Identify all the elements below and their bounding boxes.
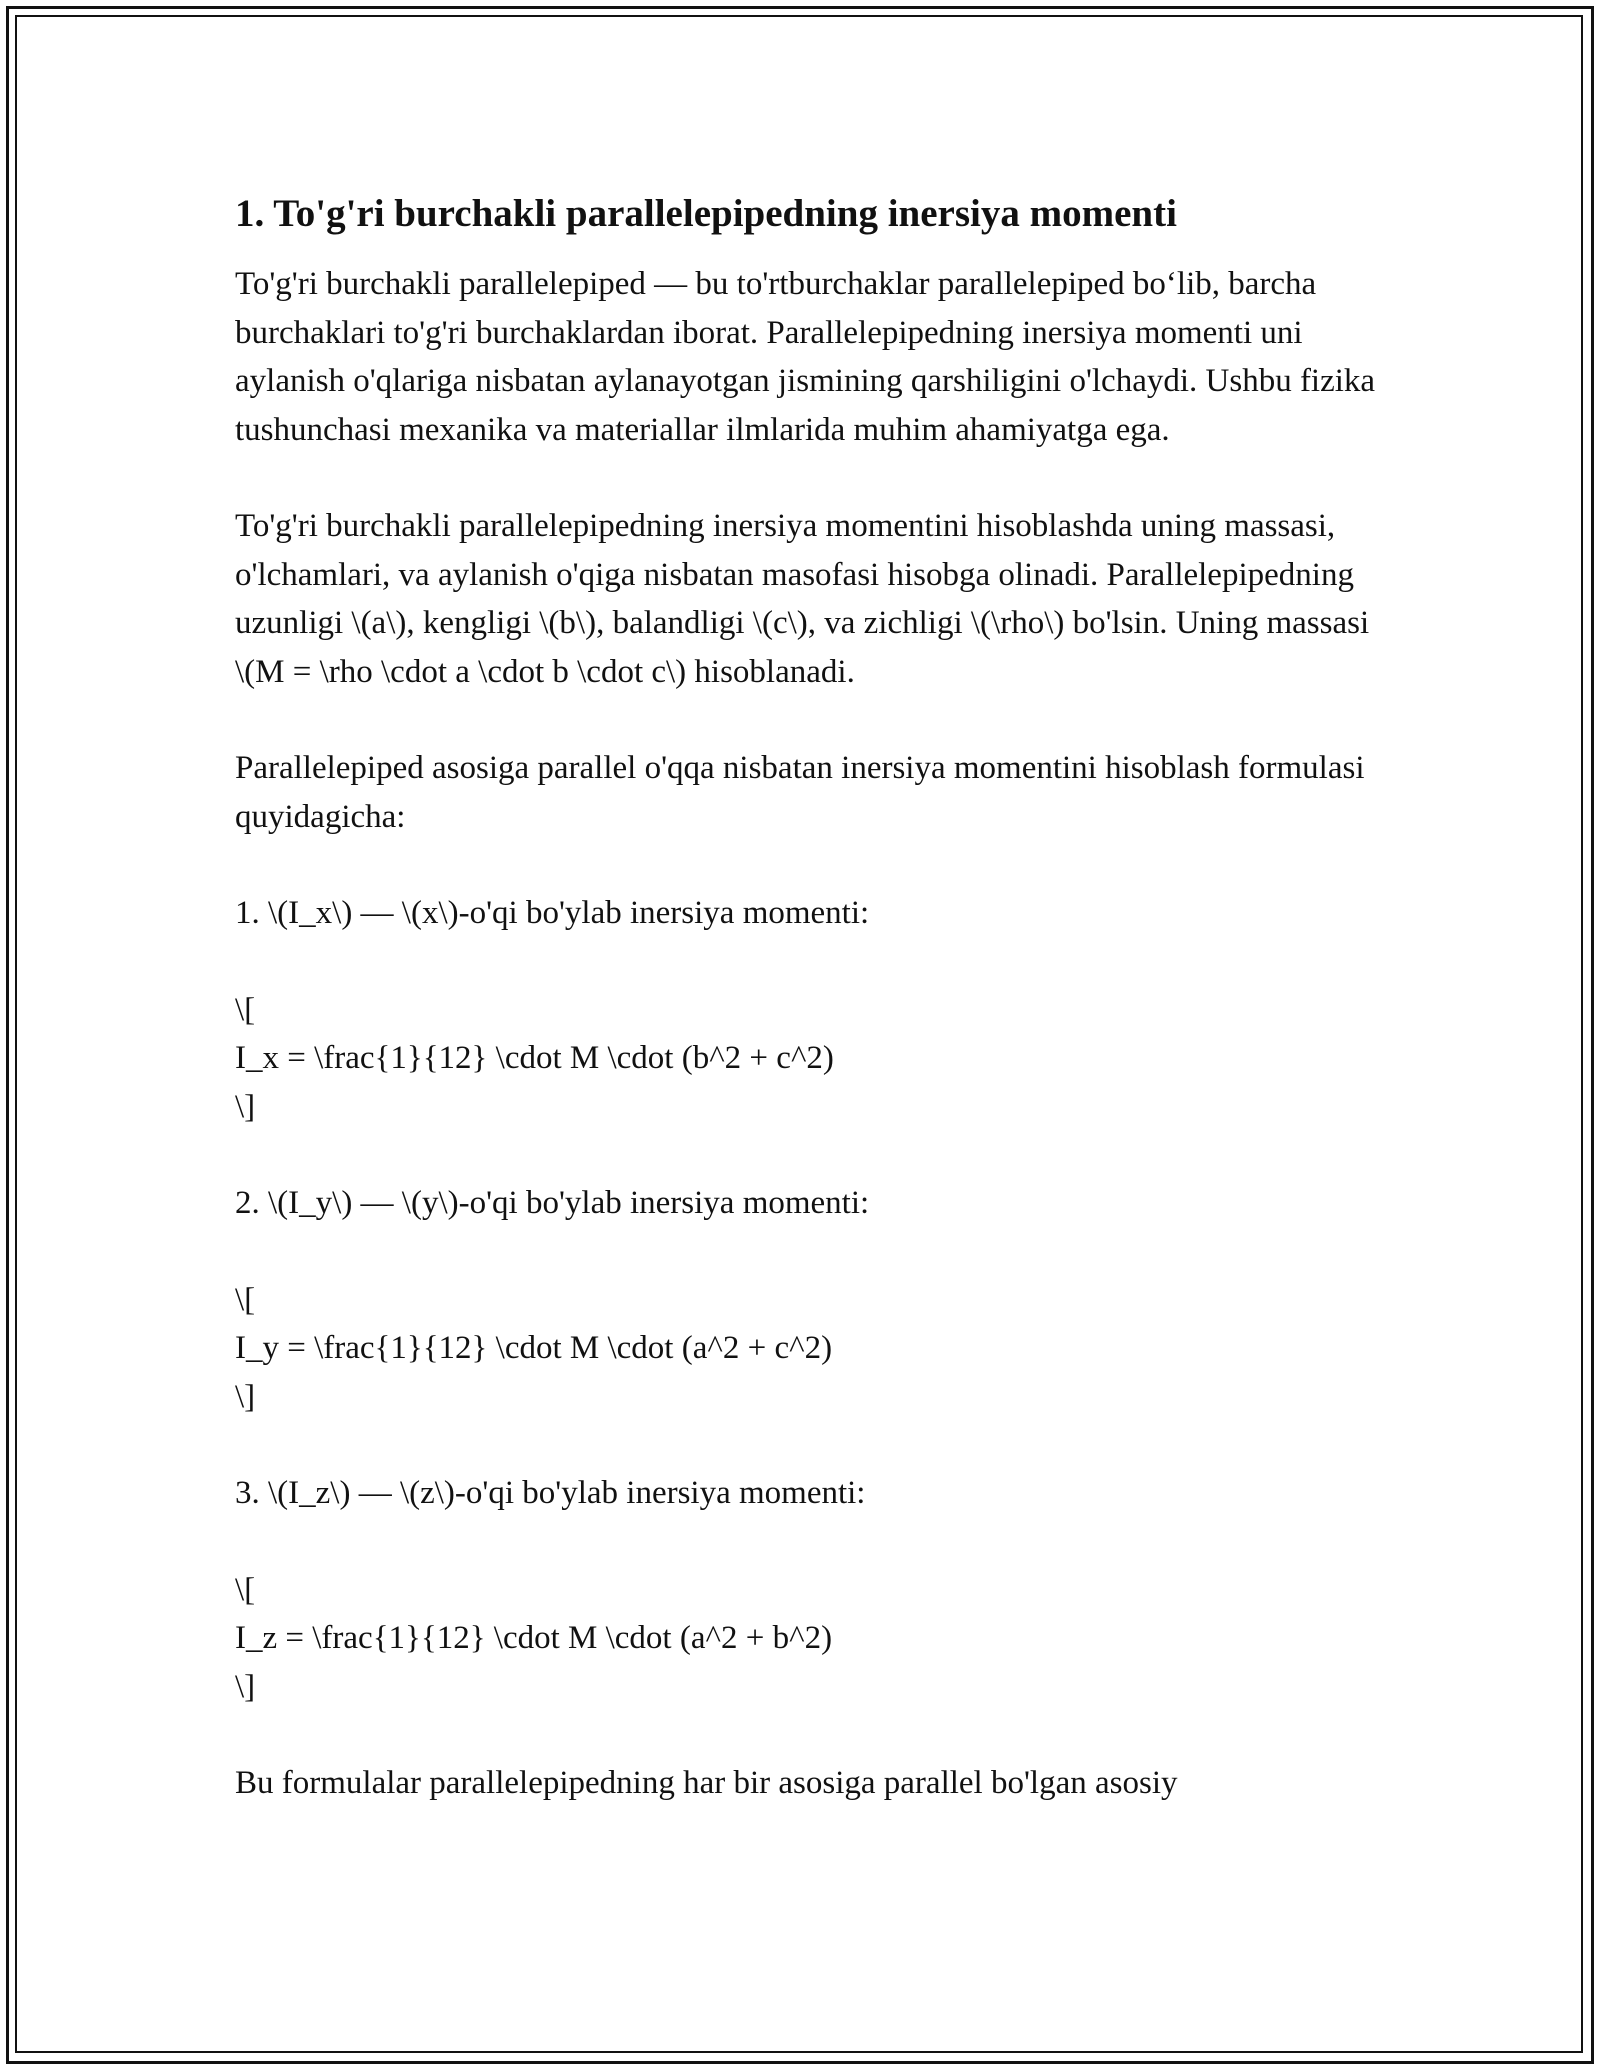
paragraph-closing: Bu formulalar parallelepipedning har bir asosiga parallel bo'lgan asosiy (235, 1765, 1178, 1801)
formula-open-delimiter: \[ (235, 1571, 256, 1608)
formula-text: I_x = \frac{1}{12} \cdot M \cdot (b^2 + c^2) (235, 1040, 834, 1076)
formula-item-x (235, 889, 1385, 1131)
formula-item-title: 3. \(I_z\) — \(z\)-o'qi bo'ylab inersiya momenti: (235, 1475, 866, 1511)
formula-item-z (235, 1469, 1385, 1711)
formula-close-delimiter: \] (235, 1088, 256, 1125)
document-body (235, 190, 1385, 1856)
formula-close-delimiter: \] (235, 1668, 256, 1705)
formula-item-y (235, 1179, 1385, 1421)
formula-text: I_y = \frac{1}{12} \cdot M \cdot (a^2 + c^2) (235, 1330, 833, 1366)
formula-open-delimiter: \[ (235, 991, 256, 1028)
formula-item-title: 1. \(I_x\) — \(x\)-o'qi bo'ylab inersiya momenti: (235, 895, 870, 931)
paragraph-formula-intro: Parallelepiped asosiga parallel o'qqa nisbatan inersiya momentini hisoblash formulasi quyidagicha: (235, 750, 1365, 835)
formula-block (235, 986, 1385, 1132)
formula-block (235, 1276, 1385, 1422)
paragraph-definition: To'g'ri burchakli parallelepiped — bu to'rtburchaklar parallelepiped bo‘lib, barcha burchaklari to'g'ri burchaklardan iborat. Parallelepipedning inersiya momenti uni aylanish o'qlariga nisbatan aylanayotgan jismining qarshiligini o'lchaydi. Ushbu fizika tushunchasi mexanika va materiallar ilmlarida muhim ahamiyatga ega. (235, 266, 1376, 448)
section-heading: 1. To'g'ri burchakli parallelepipedning inersiya momenti (235, 192, 1177, 235)
formula-text: I_z = \frac{1}{12} \cdot M \cdot (a^2 + b^2) (235, 1620, 833, 1656)
formula-block (235, 1566, 1385, 1712)
paragraph-mass: To'g'ri burchakli parallelepipedning inersiya momentini hisoblashda uning massasi, o'lchamlari, va aylanish o'qiga nisbatan masofasi hisobga olinadi. Parallelepipedning uzunligi \(a\), kengligi \(b\), balandligi \(c\), va zichligi \(\rho\) bo'lsin. Uning massasi \(M = \rho \cdot a \cdot b \cdot c\) hisoblanadi. (235, 508, 1370, 690)
formula-item-title: 2. \(I_y\) — \(y\)-o'qi bo'ylab inersiya momenti: (235, 1185, 870, 1221)
formula-close-delimiter: \] (235, 1378, 256, 1415)
formula-open-delimiter: \[ (235, 1281, 256, 1318)
